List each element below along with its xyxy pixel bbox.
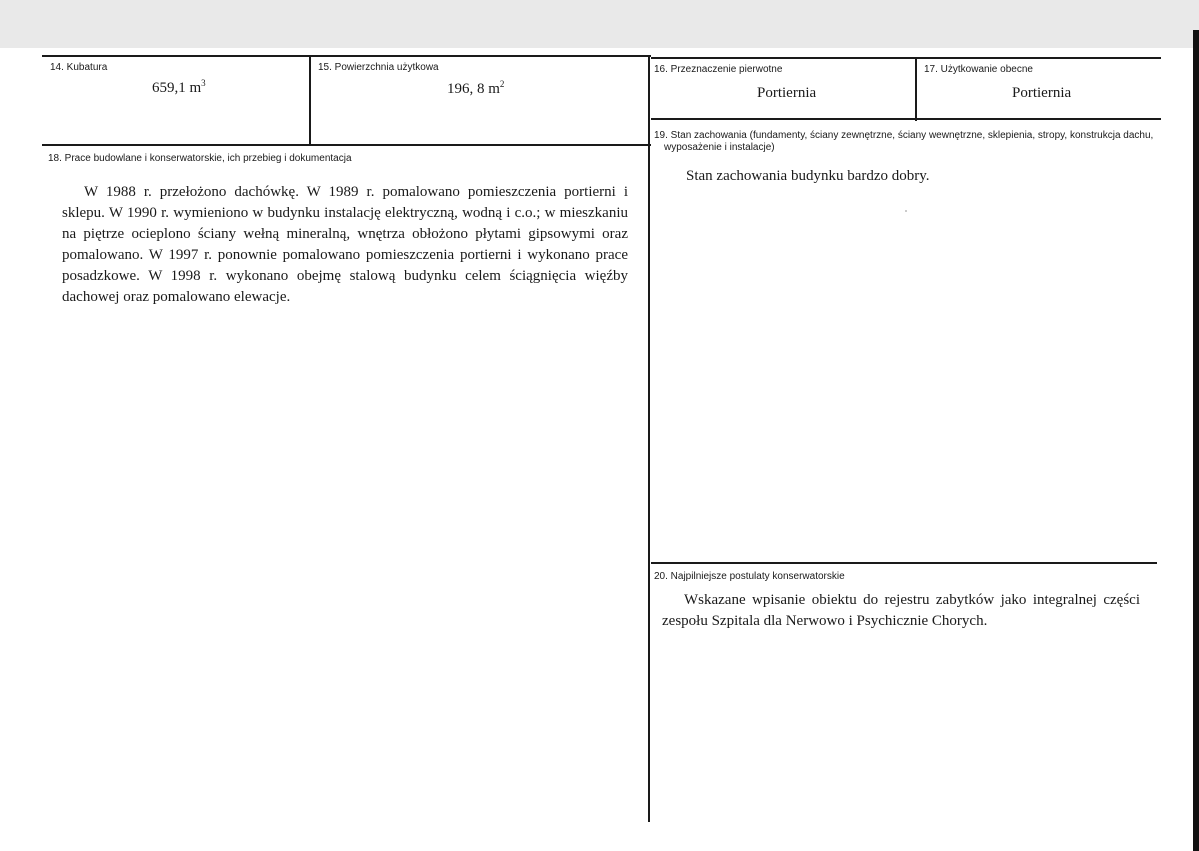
przeznaczenie-label: 16. Przeznaczenie pierwotne: [654, 64, 783, 75]
scan-edge: [1193, 30, 1199, 851]
rule-row1-right: [651, 118, 1161, 120]
powierzchnia-label: 15. Powierzchnia użytkowa: [318, 62, 439, 73]
uzytkowanie-value: Portiernia: [1012, 85, 1072, 101]
kubatura-label: 14. Kubatura: [50, 62, 108, 73]
kubatura-unit-sup: 3: [201, 78, 206, 88]
uzytkowanie-label: 17. Użytkowanie obecne: [924, 64, 1033, 75]
stan-text-body: Stan zachowania budynku bardzo dobry.: [686, 168, 930, 184]
divider-16-17: [915, 57, 917, 121]
przeznaczenie-value: Portiernia: [757, 85, 817, 101]
top-rule-left: [42, 55, 651, 57]
prace-label: 18. Prace budowlane i konserwatorskie, ich przebieg i dokumentacja: [48, 153, 352, 164]
prace-text-body: W 1988 r. przełożono dachówkę. W 1989 r. pomalowano pomieszczenia portierni i sklepu. W 1990 r. wymieniono w budynku instalację elektryczną, wodną i c.o.; w mieszkaniu na piętrze ocieplono ściany wełną mineralną, wnętrza obłożono płytami gipsowymi oraz pomalowano. W 1997 r. ponownie pomalowano pomieszczenia portierni i wykonano prace posadzkowe. W 1998 r. wykonano obejmę stalową budynku celem ściągnięcia więźby dachowej oraz pomalowano elewacje.: [62, 184, 628, 305]
kubatura-number: 659,1 m: [152, 80, 202, 96]
powierzchnia-value: [447, 81, 504, 98]
stan-text: [664, 166, 1144, 187]
kubatura-value: [152, 80, 206, 97]
rule-section20: [651, 562, 1157, 564]
divider-14-15: [309, 55, 311, 144]
rule-section18: [42, 144, 651, 146]
postulaty-label: 20. Najpilniejsze postulaty konserwatorskie: [654, 571, 845, 582]
scan-speck: [905, 210, 907, 212]
top-rule-right: [651, 57, 1161, 59]
postulaty-text-body: Wskazane wpisanie obiektu do rejestru zabytków jako integralnej części zespołu Szpitala dla Nerwowo i Psychicznie Chorych.: [662, 592, 1140, 629]
postulaty-text: [662, 590, 1140, 632]
prace-text: [62, 182, 628, 308]
powierzchnia-unit-sup: 2: [499, 79, 505, 89]
divider-main: [648, 55, 650, 822]
powierzchnia-number: 196, 8 m: [447, 81, 500, 97]
stan-label: 19. Stan zachowania (fundamenty, ściany zewnętrzne, ściany wewnętrzne, sklepienia, stropy, konstrukcja dachu, wyposażenie i instalacje): [654, 130, 1154, 153]
